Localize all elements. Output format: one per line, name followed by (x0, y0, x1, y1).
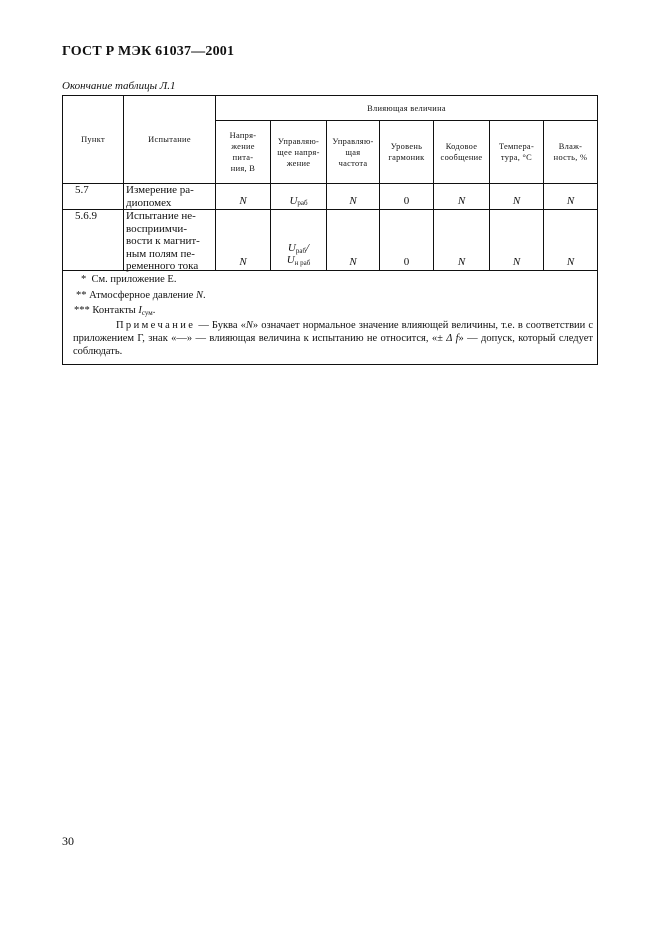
row1-temperature: N (512, 195, 521, 207)
table-note: Примечание — Буква «N» означает нормальное значение влияющей величины, т.е. в соответствии с приложением Г, знак «—» — влияющая величина к испытанию не относится, «± Δ f» — допуск, который следует соблюдать. (73, 320, 593, 357)
row1-humidity: N (566, 195, 575, 207)
row2-control-voltage: Uраб/ Uн раб (286, 242, 311, 267)
document-header: ГОСТ Р МЭК 61037—2001 (62, 44, 235, 59)
footnote-3: *** Контакты Iсум. (74, 305, 156, 317)
row2-control-frequency: N (349, 256, 357, 268)
row2-harmonics: 0 (403, 256, 410, 268)
header-code-message: Кодовое сообщение (440, 142, 483, 162)
header-humidity: Влаж- ность, % (553, 142, 588, 162)
row1-point: 5.7 (75, 184, 89, 196)
page-number: 30 (62, 834, 74, 848)
row1-supply-voltage: N (239, 195, 247, 207)
row2-point: 5.6.9 (75, 210, 97, 222)
row2-supply-voltage: N (239, 256, 247, 268)
header-temperature: Темпера- тура, °С (498, 142, 535, 162)
header-supply-voltage: Напря- жение пита- ния, В (229, 131, 257, 173)
row2-test: Испытание не- восприимчи- вости к магнит- ным полям пе- ременного тока (126, 210, 200, 272)
table-caption: Окончание таблицы Л.1 (62, 80, 176, 92)
row2-code-message: N (457, 256, 466, 268)
header-influence-group (216, 96, 597, 120)
row1-code-message: N (457, 195, 466, 207)
influence-table (62, 95, 598, 365)
row1-test: Измерение ра- диопомех (126, 184, 194, 209)
header-point-label: Пункт (81, 135, 105, 144)
header-control-frequency: Управляю- щая частота (332, 136, 374, 168)
footnote-1: * См. приложение Е. (81, 274, 177, 285)
header-test-label: Испытание (148, 135, 191, 144)
header-test (124, 96, 215, 183)
header-control-voltage: Управляю- щее напря- жение (277, 136, 320, 168)
header-group-label: Влияющая величина (367, 103, 446, 113)
row2-humidity: N (566, 256, 575, 268)
row1-control-frequency: N (349, 195, 357, 207)
row1-control-voltage: U раб (289, 195, 308, 207)
footnote-2: ** Атмосферное давление N. (76, 290, 206, 301)
row1-harmonics: 0 (403, 195, 410, 207)
row2-temperature: N (512, 256, 521, 268)
note-label: Примечание (115, 320, 196, 331)
header-point (63, 96, 123, 183)
header-harmonics: Уровень гармоник (388, 142, 425, 162)
